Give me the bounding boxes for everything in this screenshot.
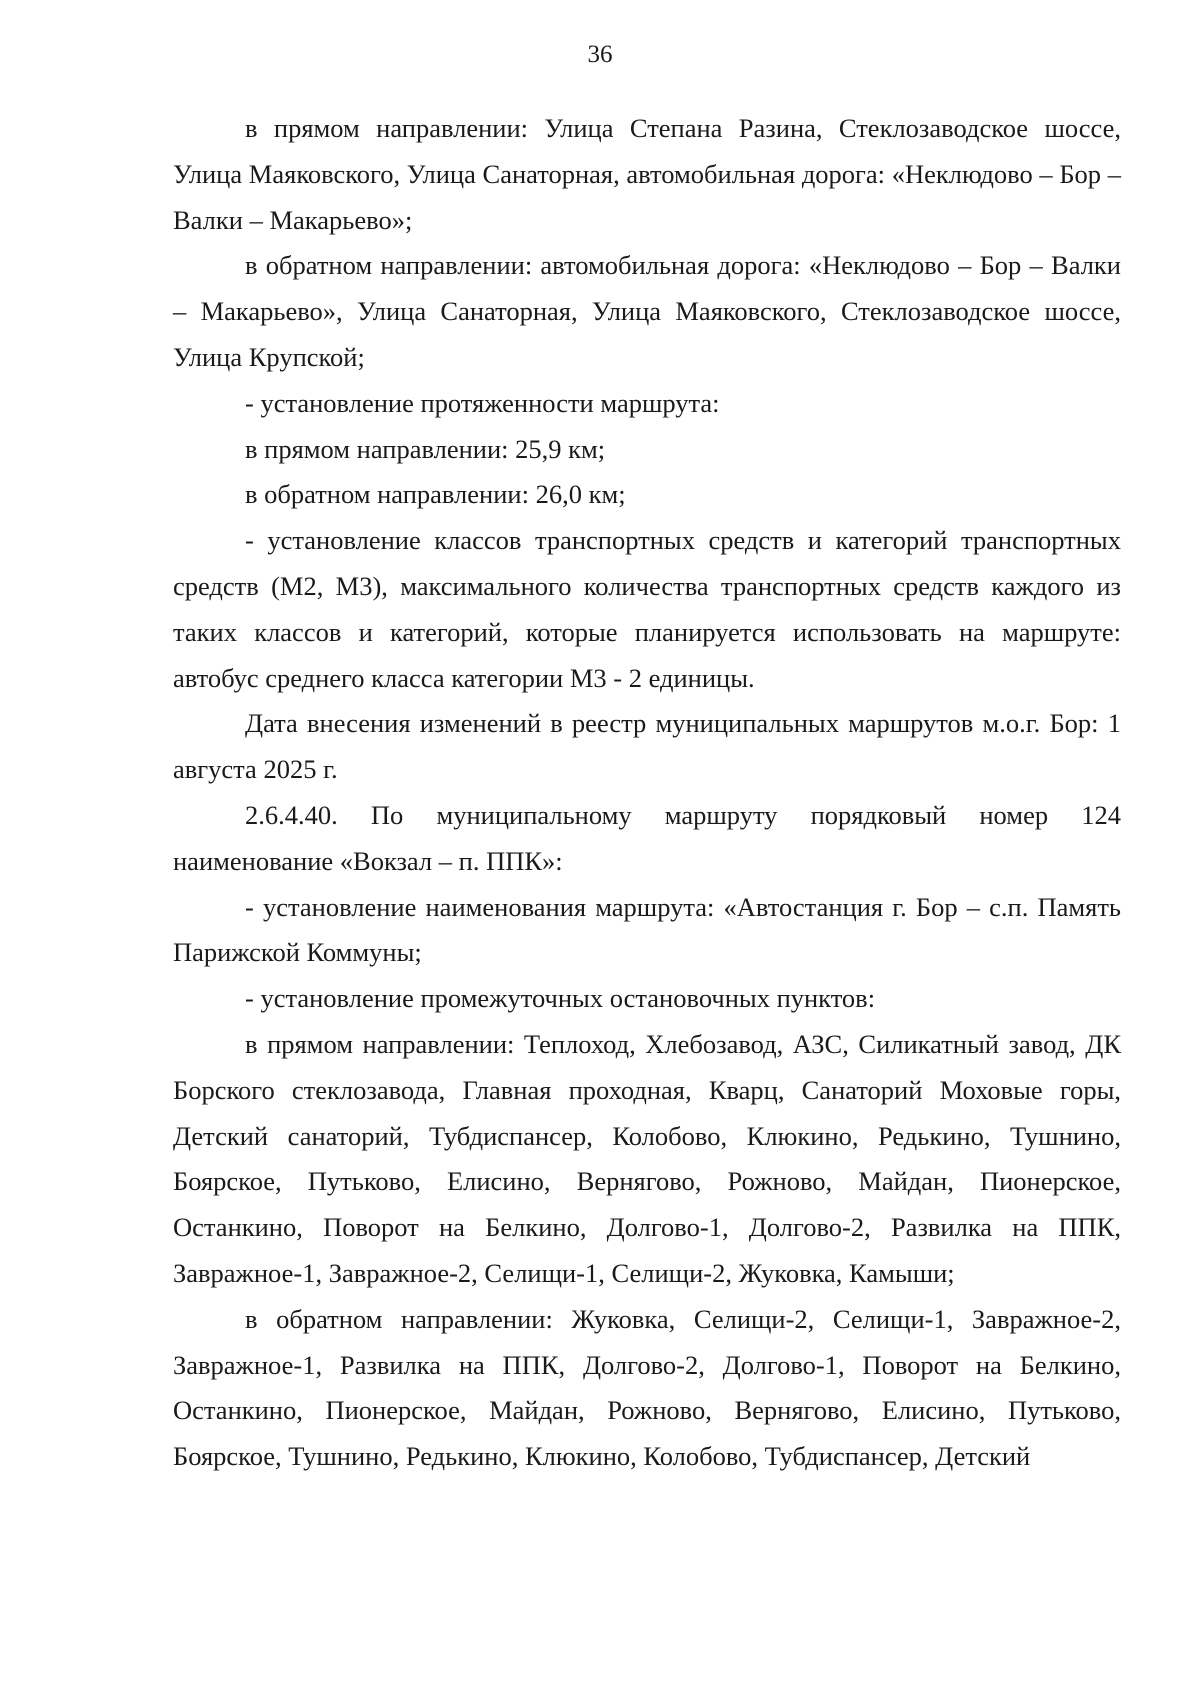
paragraph-reverse-route: в обратном направлении: автомобильная дорога: «Неклюдово – Бор – Валки – Макарьево», Улица Санаторная, Улица Маяковского, Стеклозаводское шоссе, Улица Крупской;	[173, 250, 1121, 372]
paragraph-route-name: - установление наименования маршрута: «Автостанция г. Бор – с.п. Память Парижской Коммуны;	[173, 891, 1121, 968]
paragraph-reverse-length: в обратном направлении: 26,0 км;	[245, 479, 626, 510]
paragraph-vehicle-classes: - установление классов транспортных средств и категорий транспортных средств (М2, М3), максимального количества транспортных средств каждого из таких классов и категорий, которые планируется использовать на маршруте: автобус среднего класса категории М3 - 2 единицы.	[173, 525, 1121, 693]
paragraph-reverse-stops: в обратном направлении: Жуковка, Селищи-2, Селищи-1, Завражное-2, Завражное-1, Развилка на ППК, Долгово-2, Долгово-1, Поворот на Белкино, Останкино, Пионерское, Майдан, Рожново, Вернягово, Елисино, Путьково, Боярское, Тушнино, Редькино, Клюкино, Колобово, Тубдиспансер, Детский	[173, 1303, 1121, 1472]
paragraph-forward-route: в прямом направлении: Улица Степана Разина, Стеклозаводское шоссе, Улица Маяковского, Улица Санаторная, автомобильная дорога: «Неклюдово – Бор – Валки – Макарьево»;	[173, 113, 1121, 235]
page-number: 36	[587, 41, 613, 68]
paragraph-forward-stops: в прямом направлении: Теплоход, Хлебозавод, АЗС, Силикатный завод, ДК Борского стеклозавода, Главная проходная, Кварц, Санаторий Моховые горы, Детский санаторий, Тубдиспансер, Колобово, Клюкино, Редькино, Тушнино, Боярское, Путьково, Елисино, Вернягово, Рожново, Майдан, Пионерское, Останкино, Поворот на Белкино, Долгово-1, Долгово-2, Развилка на ППК, Завражное-1, Завражное-2, Селищи-1, Селищи-2, Жуковка, Камыши;	[173, 1028, 1121, 1288]
paragraph-forward-length: в прямом направлении: 25,9 км;	[245, 433, 606, 464]
paragraph-section-2-6-4-40: 2.6.4.40. По муниципальному маршруту порядковый номер 124 наименование «Вокзал – п. ППК»:	[173, 799, 1121, 876]
paragraph-registry-date: Дата внесения изменений в реестр муниципальных маршрутов м.о.г. Бор: 1 августа 2025 г.	[173, 708, 1121, 785]
paragraph-route-length-heading: - установление протяженности маршрута:	[245, 387, 720, 418]
document-body	[173, 106, 1121, 1480]
paragraph-stops-heading: - установление промежуточных остановочных пунктов:	[245, 983, 876, 1014]
